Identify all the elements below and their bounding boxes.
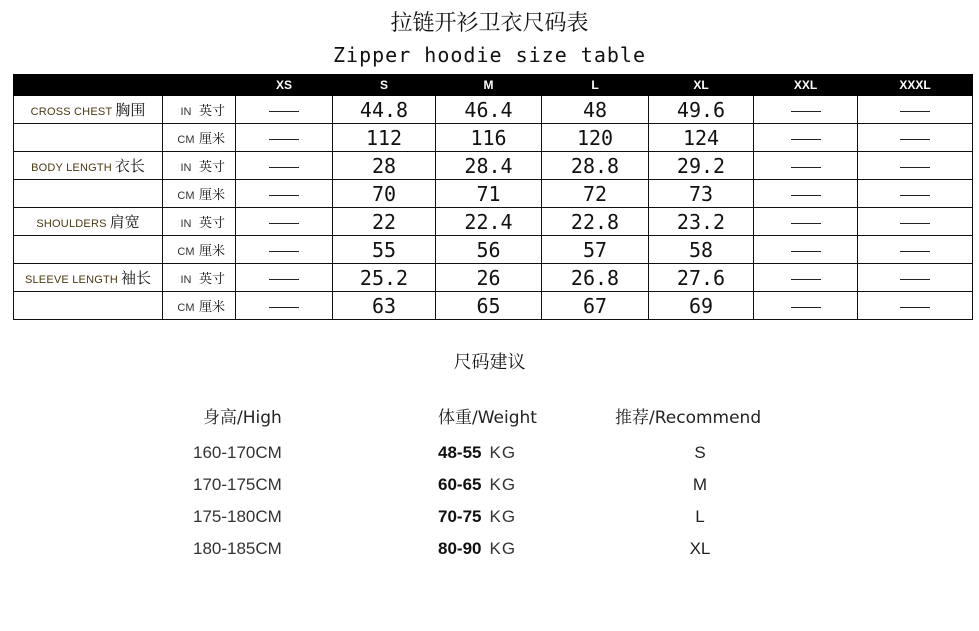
measurement-name-en: BODY LENGTH (31, 162, 112, 174)
size-value-cell (649, 124, 754, 152)
size-value-cell (333, 264, 436, 292)
weight-unit: KG (489, 475, 517, 494)
dash-mark (791, 279, 821, 280)
size-value-cell (542, 208, 649, 236)
size-value-cell (436, 180, 542, 208)
size-value: 67 (582, 293, 608, 318)
size-value-cell (858, 124, 973, 152)
weight-unit: KG (489, 443, 517, 462)
size-value: 26 (476, 265, 501, 290)
dash-mark (791, 111, 821, 112)
size-value-cell (436, 292, 542, 320)
size-value-cell (333, 236, 436, 264)
size-header-cell: S (333, 75, 436, 96)
unit-cn: 英寸 (198, 160, 225, 175)
size-value-cell (236, 292, 333, 320)
size-value: 65 (476, 293, 501, 318)
size-value-cell (236, 124, 333, 152)
size-value-cell (542, 236, 649, 264)
unit-en: CM (177, 190, 195, 202)
size-value-cell (858, 264, 973, 292)
height-header: 身高/High (203, 408, 282, 428)
size-value: 63 (371, 293, 397, 318)
size-value: 22 (371, 209, 397, 234)
size-value-cell (333, 180, 436, 208)
measurement-name-cn: 袖长 (121, 269, 152, 287)
size-value-cell (542, 264, 649, 292)
unit-en: IN (180, 274, 192, 286)
size-value-cell (754, 292, 858, 320)
size-value-cell (754, 124, 858, 152)
size-value-cell (333, 152, 436, 180)
size-value-cell (436, 152, 542, 180)
weight-value: 60-65 (438, 475, 482, 494)
table-row (14, 292, 973, 320)
dash-mark (900, 307, 930, 308)
unit-en: IN (180, 106, 192, 118)
unit-cn: 英寸 (198, 216, 225, 231)
size-value: 58 (688, 237, 714, 262)
unit-cell (163, 96, 236, 124)
dash-mark (269, 251, 299, 252)
size-value: 22.8 (570, 209, 620, 234)
size-value-cell (754, 152, 858, 180)
size-value-cell (236, 180, 333, 208)
size-table (13, 74, 973, 320)
size-value-cell (333, 124, 436, 152)
size-value-cell (858, 180, 973, 208)
dash-mark (900, 195, 930, 196)
suggestion-row (0, 443, 979, 469)
size-value: 49.6 (676, 97, 726, 122)
unit-cell (163, 264, 236, 292)
measurement-name-cell (14, 264, 163, 292)
table-row (14, 208, 973, 236)
size-header-cell: XXL (754, 75, 858, 96)
measurement-name-cn: 胸围 (115, 101, 146, 119)
unit-cell (163, 124, 236, 152)
measurement-name-cell (14, 236, 163, 264)
size-value-cell (236, 152, 333, 180)
size-value-cell (649, 152, 754, 180)
dash-mark (269, 167, 299, 168)
size-value: 28.8 (570, 153, 620, 178)
unit-en: IN (180, 218, 192, 230)
size-value-cell (542, 180, 649, 208)
size-value-cell (436, 236, 542, 264)
suggestion-header (0, 403, 979, 429)
size-value-cell (858, 208, 973, 236)
size-header-cell: XS (236, 75, 333, 96)
size-value-cell (436, 124, 542, 152)
size-value: 57 (582, 237, 608, 262)
table-row (14, 96, 973, 124)
dash-mark (791, 139, 821, 140)
weight-unit: KG (489, 507, 517, 526)
size-value-cell (858, 236, 973, 264)
table-row (14, 124, 973, 152)
dash-mark (269, 195, 299, 196)
dash-mark (269, 279, 299, 280)
size-value-cell (333, 208, 436, 236)
dash-mark (900, 111, 930, 112)
measurement-name-cell (14, 124, 163, 152)
unit-en: CM (177, 302, 195, 314)
dash-mark (791, 251, 821, 252)
unit-en: IN (180, 162, 192, 174)
size-value-cell (858, 152, 973, 180)
measurement-name-cell (14, 152, 163, 180)
measurement-name-cell (14, 96, 163, 124)
table-row (14, 152, 973, 180)
weight-range (438, 443, 618, 463)
dash-mark (269, 111, 299, 112)
size-value: 73 (688, 181, 714, 206)
recommend-header: 推荐/Recommend (615, 408, 762, 428)
size-value: 56 (476, 237, 501, 262)
unit-cell (163, 180, 236, 208)
dash-mark (791, 223, 821, 224)
size-value: 28 (371, 153, 397, 178)
size-value-cell (649, 292, 754, 320)
dash-mark (900, 139, 930, 140)
measurement-name-cell (14, 180, 163, 208)
size-value-cell (649, 180, 754, 208)
weight-range (438, 539, 618, 559)
unit-cn: 厘米 (198, 244, 225, 259)
weight-header: 体重/Weight (438, 408, 537, 428)
measurement-name-en: CROSS CHEST (30, 106, 113, 118)
size-value-cell (236, 96, 333, 124)
table-row (14, 236, 973, 264)
dash-mark (900, 223, 930, 224)
unit-cn: 厘米 (198, 188, 225, 203)
unit-en: CM (177, 134, 195, 146)
unit-cell (163, 208, 236, 236)
unit-cn: 厘米 (198, 132, 225, 147)
weight-range (438, 475, 618, 495)
size-value-cell (649, 264, 754, 292)
table-row (14, 180, 973, 208)
size-header-cell: XXXL (858, 75, 973, 96)
size-value-cell (236, 208, 333, 236)
size-value-cell (649, 236, 754, 264)
measurement-name-cn: 肩宽 (109, 213, 140, 231)
size-value: 23.2 (676, 209, 726, 234)
dash-mark (791, 167, 821, 168)
unit-cell (163, 292, 236, 320)
dash-mark (900, 167, 930, 168)
weight-range (438, 507, 618, 527)
measurement-name-en: SHOULDERS (36, 218, 107, 230)
measurement-name-cell (14, 292, 163, 320)
size-value-cell (649, 96, 754, 124)
suggestion-row (0, 539, 979, 565)
header-blank (163, 75, 236, 96)
weight-unit: KG (489, 539, 517, 558)
dash-mark (900, 279, 930, 280)
dash-mark (269, 139, 299, 140)
recommended-size: L (695, 507, 705, 526)
size-value-cell (333, 96, 436, 124)
size-value-cell (333, 292, 436, 320)
weight-value: 48-55 (438, 443, 482, 462)
measurement-name-cell (14, 208, 163, 236)
size-value-cell (236, 236, 333, 264)
size-value: 46.4 (464, 97, 513, 122)
size-value-cell (236, 264, 333, 292)
size-value: 27.6 (676, 265, 726, 290)
size-value: 112 (365, 125, 403, 150)
size-value-cell (858, 292, 973, 320)
suggestion-row (0, 475, 979, 501)
size-value: 120 (576, 125, 614, 150)
size-value-cell (649, 208, 754, 236)
page-title: 拉链开衫卫衣尺码表 (390, 11, 589, 36)
measurement-name-cn: 衣长 (114, 157, 145, 175)
dash-mark (269, 307, 299, 308)
size-value-cell (542, 152, 649, 180)
recommended-size: M (692, 475, 708, 494)
measurement-name-en: SLEEVE LENGTH (24, 274, 119, 286)
unit-cn: 英寸 (198, 104, 225, 119)
suggestion-title: 尺码建议 (453, 352, 526, 373)
size-value-cell (542, 96, 649, 124)
size-value: 25.2 (359, 265, 409, 290)
size-value-cell (754, 180, 858, 208)
size-value: 29.2 (676, 153, 726, 178)
unit-cell (163, 152, 236, 180)
size-value: 48 (582, 97, 608, 122)
size-value: 71 (476, 181, 501, 206)
size-value: 28.4 (464, 153, 513, 178)
size-value-cell (436, 96, 542, 124)
size-value: 22.4 (464, 209, 513, 234)
size-value: 70 (371, 181, 397, 206)
dash-mark (900, 251, 930, 252)
height-range: 175-180CM (193, 507, 282, 526)
size-header-row (14, 75, 973, 96)
size-value: 124 (682, 125, 720, 150)
height-range: 170-175CM (193, 475, 282, 494)
weight-value: 80-90 (438, 539, 482, 558)
size-value-cell (436, 264, 542, 292)
page-subtitle: Zipper hoodie size table (333, 43, 646, 67)
size-value-cell (542, 292, 649, 320)
suggestion-row (0, 507, 979, 533)
size-header-cell: M (436, 75, 542, 96)
dash-mark (791, 195, 821, 196)
size-value-cell (754, 208, 858, 236)
size-value-cell (754, 264, 858, 292)
height-range: 160-170CM (193, 443, 282, 462)
size-value: 116 (470, 125, 507, 150)
size-value: 55 (371, 237, 397, 262)
unit-cn: 厘米 (198, 300, 225, 315)
header-blank (14, 75, 163, 96)
size-header-cell: L (542, 75, 649, 96)
unit-cn: 英寸 (198, 272, 225, 287)
recommended-size: XL (689, 539, 711, 558)
size-value-cell (858, 96, 973, 124)
size-value: 72 (582, 181, 608, 206)
size-value-cell (754, 96, 858, 124)
height-range: 180-185CM (193, 539, 282, 558)
size-value: 69 (688, 293, 714, 318)
size-value: 44.8 (359, 97, 409, 122)
unit-cell (163, 236, 236, 264)
dash-mark (269, 223, 299, 224)
unit-en: CM (177, 246, 195, 258)
weight-value: 70-75 (438, 507, 482, 526)
size-value-cell (754, 236, 858, 264)
size-value-cell (542, 124, 649, 152)
table-row (14, 264, 973, 292)
size-value: 26.8 (570, 265, 620, 290)
size-header-cell: XL (649, 75, 754, 96)
size-value-cell (436, 208, 542, 236)
dash-mark (791, 307, 821, 308)
recommended-size: S (694, 443, 706, 462)
